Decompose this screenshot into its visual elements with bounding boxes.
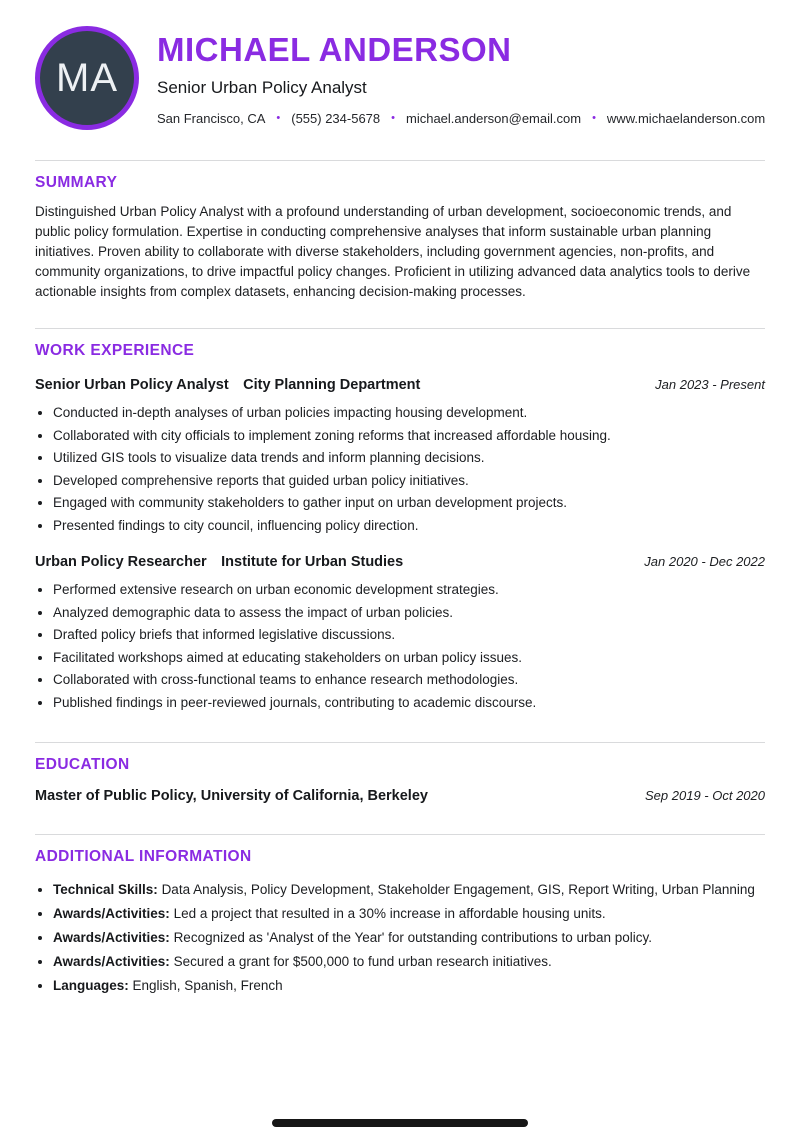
job-header: [35, 553, 765, 571]
summary-heading: SUMMARY: [35, 174, 118, 191]
job-role: Senior Urban Policy Analyst: [35, 377, 229, 393]
info-text: Data Analysis, Policy Development, Stakeholder Engagement, GIS, Report Writing, Urban Planning: [161, 882, 755, 897]
bullet-item: • Performed extensive research on urban economic development strategies.: [53, 579, 765, 602]
job-role: Urban Policy Researcher: [35, 554, 207, 570]
home-indicator-bar: [272, 1119, 528, 1127]
education-section: [35, 742, 765, 804]
info-text: Recognized as 'Analyst of the Year' for outstanding contributions to urban policy.: [173, 930, 653, 945]
contact-email: michael.anderson@email.com: [406, 110, 582, 126]
info-label: Awards/Activities:: [53, 930, 170, 945]
job-dates: Jan 2020 - Dec 2022: [644, 554, 765, 569]
info-item-awards-3: [53, 950, 765, 974]
education-entry: [35, 788, 765, 804]
contact-row: [157, 111, 765, 126]
candidate-title: Senior Urban Policy Analyst: [157, 77, 367, 97]
resume-header: [35, 26, 765, 130]
bullet-item: • Facilitated workshops aimed at educating stakeholders on urban policy issues.: [53, 647, 765, 670]
header-text: [157, 30, 765, 125]
job-company: City Planning Department: [243, 377, 421, 393]
contact-phone: (555) 234-5678: [291, 110, 381, 126]
contact-separator-dot: •: [391, 112, 395, 125]
bullet-item: • Collaborated with cross-functional teams to enhance research methodologies.: [53, 669, 765, 692]
contact-location: San Francisco, CA: [157, 110, 266, 126]
job-company: Institute for Urban Studies: [221, 554, 404, 570]
job-bullet-list: [35, 579, 765, 714]
contact-website: www.michaelanderson.com: [606, 110, 766, 126]
job-dates: Jan 2023 - Present: [655, 377, 765, 392]
education-heading: EDUCATION: [35, 756, 130, 773]
info-item-awards-2: [53, 926, 765, 950]
bullet-item: • Conducted in-depth analyses of urban policies impacting housing development.: [53, 402, 765, 425]
info-label: Technical Skills:: [53, 882, 158, 897]
job-entry-2: [35, 553, 765, 714]
bullet-item: • Presented findings to city council, influencing policy direction.: [53, 515, 765, 538]
section-divider: [35, 328, 765, 329]
bullet-item: • Analyzed demographic data to assess the impact of urban policies.: [53, 602, 765, 625]
job-bullet-list: [35, 402, 765, 537]
job-title-company: [35, 553, 403, 571]
summary-section: [35, 160, 765, 302]
education-dates: Sep 2019 - Oct 2020: [645, 788, 765, 803]
work-experience-heading: WORK EXPERIENCE: [35, 342, 195, 359]
additional-information-section: [35, 834, 765, 998]
education-degree: Master of Public Policy, University of California, Berkeley: [35, 788, 428, 804]
bullet-item: • Published findings in peer-reviewed journals, contributing to academic discourse.: [53, 692, 765, 715]
info-item-languages: [53, 974, 765, 998]
work-experience-section: [35, 328, 765, 714]
info-text: Led a project that resulted in a 30% increase in affordable housing units.: [173, 906, 606, 921]
avatar: [35, 26, 139, 130]
contact-separator-dot: •: [592, 112, 596, 125]
job-header: [35, 376, 765, 394]
info-label: Awards/Activities:: [53, 906, 170, 921]
contact-separator-dot: •: [276, 112, 281, 125]
info-text: English, Spanish, French: [132, 978, 283, 993]
additional-info-list: [35, 878, 765, 998]
job-entry-1: [35, 376, 765, 537]
bullet-item: • Engaged with community stakeholders to gather input on urban development projects.: [53, 492, 765, 515]
info-text: Secured a grant for $500,000 to fund urban research initiatives.: [173, 954, 552, 969]
bullet-item: • Drafted policy briefs that informed legislative discussions.: [53, 624, 765, 647]
section-divider: [35, 834, 765, 835]
job-title-company: [35, 376, 420, 394]
summary-text: Distinguished Urban Policy Analyst with a profound understanding of urban development, socioeconomic trends, and public policy formulation. Expertise in conducting comprehensive analyses that inform sustainable urban planning initiatives. Proven ability to collaborate with diverse stakeholders, including government agencies, non-profits, and community organizations, to drive impactful policy changes. Proficient in utilizing advanced data analytics tools to derive actionable insights from complex datasets, enhancing decision-making processes.: [35, 204, 751, 299]
info-item-awards-1: [53, 902, 765, 926]
info-label: Awards/Activities:: [53, 954, 170, 969]
section-divider: [35, 742, 765, 743]
bullet-item: • Developed comprehensive reports that guided urban policy initiatives.: [53, 470, 765, 493]
info-label: Languages:: [53, 978, 129, 993]
info-item-technical-skills: [53, 878, 765, 902]
additional-information-heading: ADDITIONAL INFORMATION: [35, 848, 252, 865]
candidate-name: MICHAEL ANDERSON: [157, 31, 512, 69]
bullet-item: • Collaborated with city officials to implement zoning reforms that increased affordable housing.: [53, 425, 765, 448]
avatar-initials: MA: [56, 55, 118, 100]
bullet-item: • Utilized GIS tools to visualize data trends and inform planning decisions.: [53, 447, 765, 470]
section-divider: [35, 160, 765, 161]
